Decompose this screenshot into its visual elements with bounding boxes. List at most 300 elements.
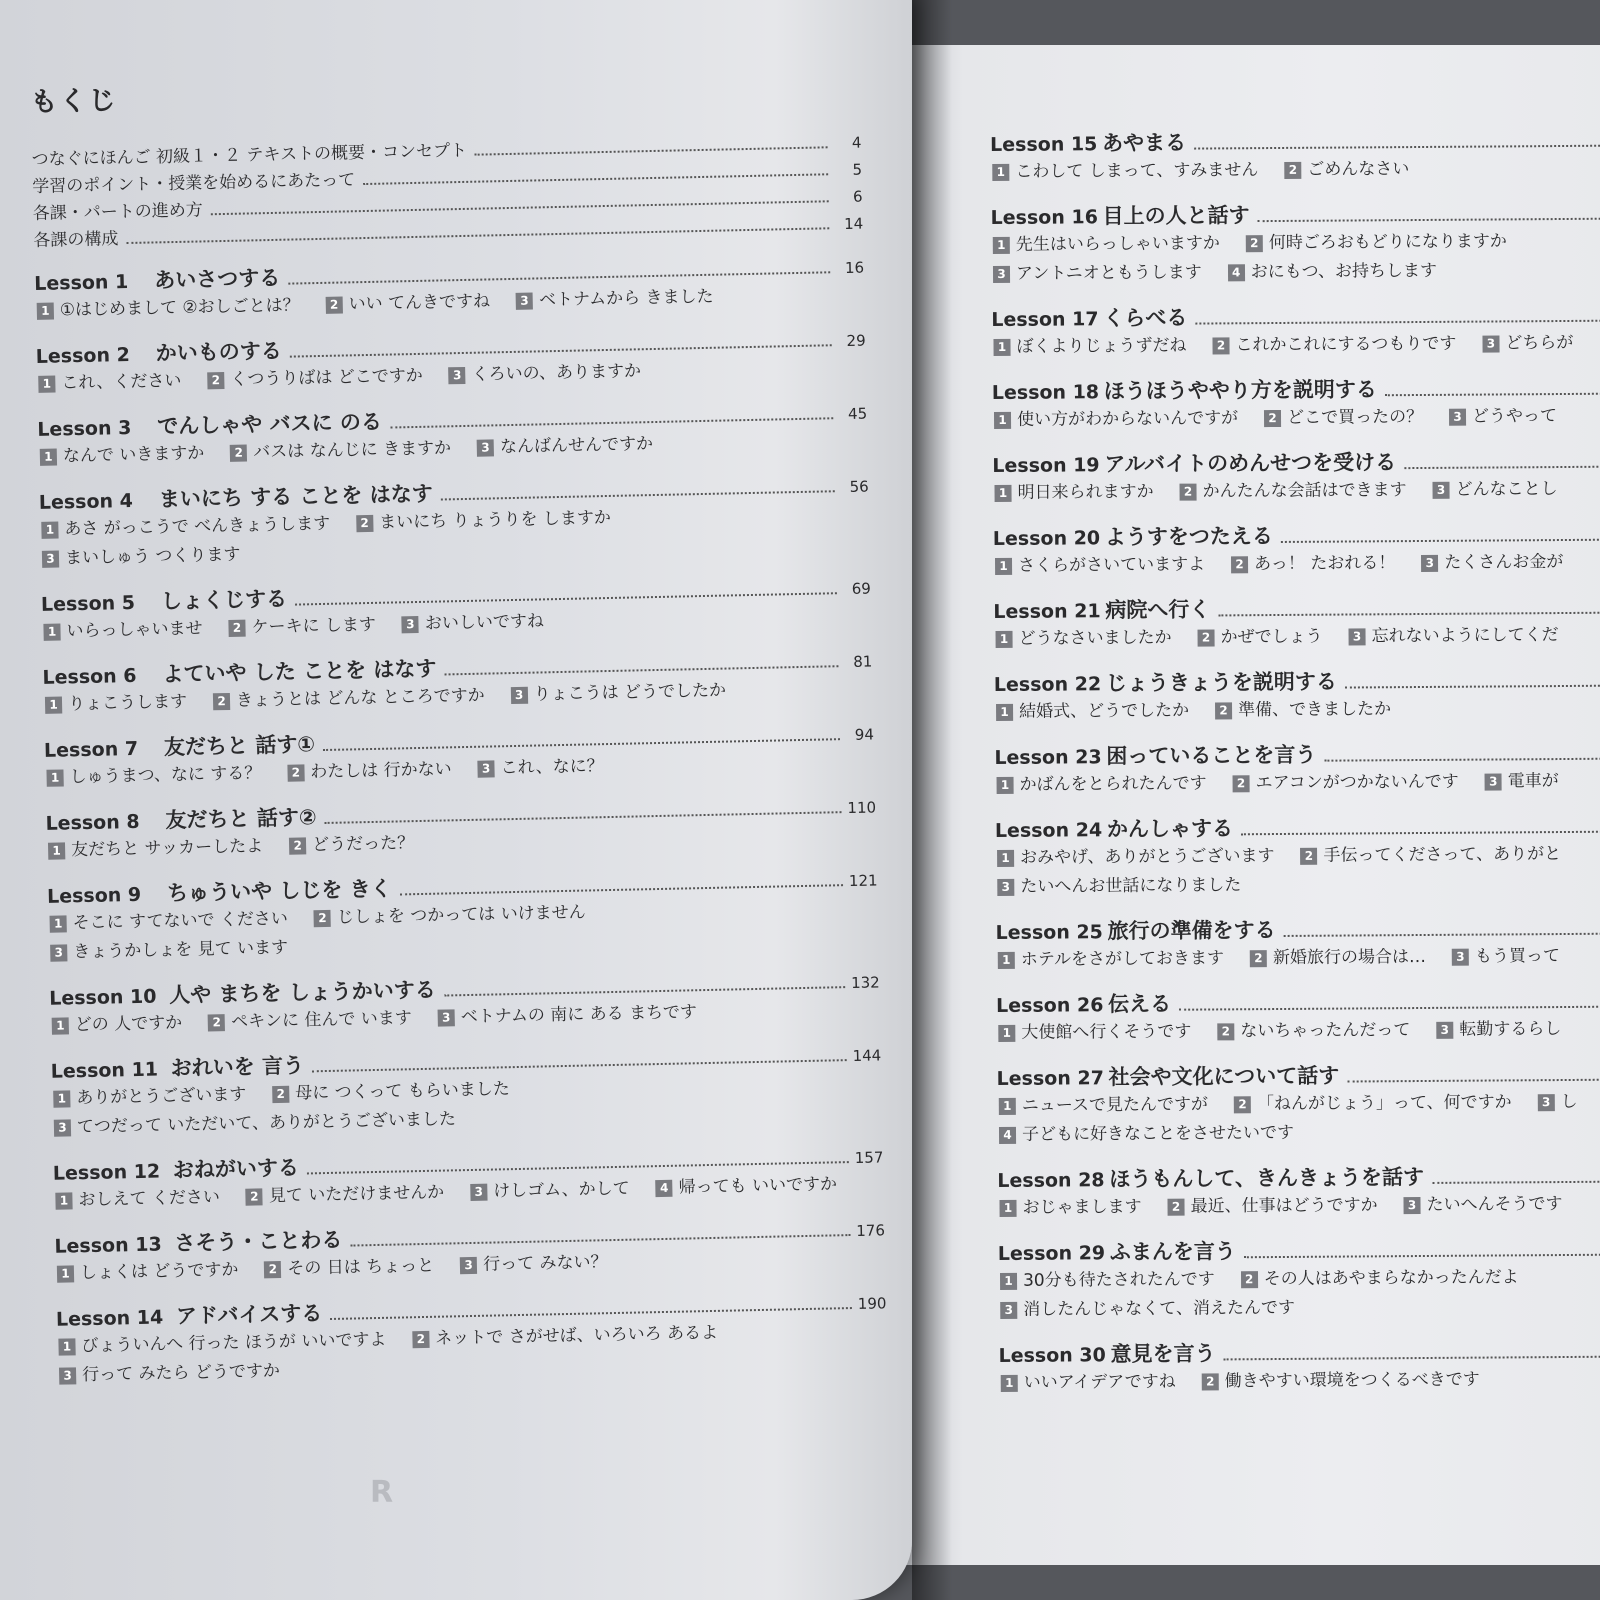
intro-entry-label: 各課・パートの進め方 <box>32 200 203 224</box>
part-item[interactable] <box>996 770 1206 800</box>
part-number-badge: 3 <box>510 686 527 703</box>
dot-leader <box>1432 1180 1600 1184</box>
lesson-entry <box>998 1334 1600 1398</box>
part-item[interactable] <box>57 1256 239 1289</box>
lesson-number: Lesson 4 <box>38 489 134 514</box>
dot-leader <box>1345 684 1600 688</box>
lesson-heading[interactable] <box>997 1159 1600 1194</box>
lesson-heading[interactable] <box>993 517 1600 552</box>
lesson-list-right <box>990 123 1600 1398</box>
part-item[interactable] <box>45 688 188 720</box>
part-item[interactable] <box>1217 1016 1410 1046</box>
part-item[interactable] <box>207 362 423 396</box>
part-number-badge: 2 <box>1250 950 1267 967</box>
part-item[interactable] <box>53 1081 247 1114</box>
lesson-title: ほうもんして、きんきょうを話す <box>1109 1164 1425 1192</box>
part-number-badge: 1 <box>46 769 63 786</box>
part-item[interactable] <box>289 829 415 861</box>
page-number: 45 <box>847 404 868 423</box>
lesson-title: 困っていることを言う <box>1106 742 1317 769</box>
lesson-number: Lesson 3 <box>37 416 132 441</box>
lesson-number: Lesson 11 <box>50 1058 159 1083</box>
lesson-number: Lesson 2 <box>35 343 131 368</box>
part-item[interactable] <box>1001 1368 1176 1398</box>
part-title: たいへんお世話になりました <box>1020 875 1242 897</box>
lesson-title: おれいを 言う <box>170 1053 305 1081</box>
part-line <box>998 1262 1600 1296</box>
page-number: 176 <box>856 1221 886 1240</box>
part-item[interactable] <box>48 832 264 865</box>
lesson-number: Lesson 22 <box>993 673 1102 696</box>
part-item[interactable] <box>993 332 1186 362</box>
part-number-badge: 2 <box>1167 1198 1184 1215</box>
lesson-number: Lesson 16 <box>990 206 1098 229</box>
part-title: どんなことし <box>1455 479 1558 500</box>
lesson-title: ふまんを言う <box>1109 1239 1236 1265</box>
part-title: もう買って <box>1474 946 1561 967</box>
part-item[interactable] <box>325 287 490 319</box>
lesson-entry <box>37 396 868 472</box>
lesson-entry <box>991 298 1600 362</box>
part-title: りょこうは どうでしたか <box>533 680 727 705</box>
part-number-badge: 2 <box>1246 235 1263 252</box>
part-item[interactable] <box>999 1193 1141 1223</box>
part-item[interactable] <box>37 291 300 325</box>
part-line <box>990 153 1600 187</box>
lesson-number: Lesson 8 <box>45 810 140 835</box>
part-number-badge: 3 <box>1348 628 1365 645</box>
part-item[interactable] <box>356 504 611 538</box>
part-item[interactable] <box>998 944 1224 975</box>
part-number-badge: 3 <box>42 550 59 567</box>
part-item[interactable] <box>993 229 1220 260</box>
part-number-badge: 1 <box>55 1192 72 1209</box>
part-number-badge: 2 <box>1198 629 1215 646</box>
lesson-entry <box>991 196 1600 289</box>
lesson-heading[interactable] <box>997 1057 1600 1092</box>
part-number-badge: 1 <box>994 411 1011 428</box>
part-title: くつうりばは どこですか <box>230 365 423 390</box>
part-item[interactable] <box>1452 942 1560 972</box>
part-title: 行って みたら どうですか <box>81 1361 281 1386</box>
lesson-entry <box>34 250 865 326</box>
part-title: なんで いきますか <box>62 443 205 467</box>
part-item[interactable] <box>1485 767 1559 797</box>
lesson-title: ほうほうややり方を説明する <box>1103 377 1377 404</box>
part-line <box>993 547 1600 581</box>
part-item[interactable] <box>995 551 1205 581</box>
part-title: 何時ごろおもどりになりますか <box>1268 231 1507 254</box>
page-number: 81 <box>853 652 873 671</box>
part-number-badge: 2 <box>208 1014 225 1031</box>
part-number-badge: 2 <box>1231 556 1248 573</box>
part-item[interactable] <box>1241 1263 1519 1294</box>
dot-leader <box>1284 932 1600 937</box>
part-line <box>994 693 1600 727</box>
part-title: ケーキに します <box>251 614 377 638</box>
part-number-badge: 2 <box>246 1188 263 1205</box>
page-number: 29 <box>846 331 866 350</box>
part-number-badge: 3 <box>477 439 494 456</box>
part-title: 行って みない？ <box>482 1252 608 1275</box>
lesson-number: Lesson 28 <box>997 1169 1105 1192</box>
lesson-entry <box>993 517 1600 581</box>
part-item[interactable] <box>1202 1366 1480 1397</box>
part-item[interactable] <box>1300 840 1561 871</box>
part-number-badge: 2 <box>314 909 331 926</box>
part-number-badge: 2 <box>1264 409 1281 426</box>
part-number-badge: 3 <box>1538 1094 1555 1111</box>
part-number-badge: 2 <box>412 1330 429 1347</box>
lesson-title: さそう・ことわる <box>174 1227 343 1256</box>
part-item[interactable] <box>1234 1088 1512 1119</box>
part-item[interactable] <box>996 697 1189 727</box>
lesson-number: Lesson 21 <box>993 600 1101 623</box>
lesson-heading[interactable] <box>991 298 1600 333</box>
part-title: きょうかしょを 見て います <box>73 937 289 963</box>
part-number-badge: 1 <box>48 842 65 859</box>
part-item[interactable] <box>1284 155 1409 185</box>
part-item[interactable] <box>42 541 241 574</box>
part-number-badge: 1 <box>45 696 62 713</box>
part-item[interactable] <box>40 439 205 471</box>
part-item[interactable] <box>1348 621 1558 651</box>
part-title: たくさんお金が <box>1444 552 1564 573</box>
part-line <box>997 1116 1600 1150</box>
intro-list <box>31 128 863 253</box>
part-item[interactable] <box>997 842 1275 873</box>
lesson-number: Lesson 5 <box>40 591 136 616</box>
part-item[interactable] <box>264 1252 434 1285</box>
lesson-title: アルバイトのめんせつを受ける <box>1104 450 1397 477</box>
lesson-entry <box>44 716 875 792</box>
part-title: なんばんせんですか <box>499 434 654 458</box>
part-number-badge: 2 <box>287 764 304 781</box>
part-item[interactable] <box>1000 1265 1215 1295</box>
part-title: じしょを つかっては いけません <box>336 902 586 928</box>
part-title: 先生はいらっしゃいますか <box>1015 233 1220 255</box>
part-number-badge: 1 <box>996 630 1013 647</box>
lesson-number: Lesson 9 <box>46 883 142 908</box>
lesson-number: Lesson 14 <box>55 1306 164 1331</box>
part-number-badge: 2 <box>272 1085 289 1102</box>
part-number-badge: 1 <box>41 521 58 538</box>
part-item[interactable] <box>655 1170 837 1203</box>
part-line <box>991 226 1600 260</box>
lesson-entry <box>41 571 872 647</box>
page-number: 69 <box>851 579 872 598</box>
part-title: その 日は ちょっと <box>287 1255 435 1279</box>
part-number-badge: 1 <box>995 557 1012 574</box>
part-item[interactable] <box>1482 329 1573 359</box>
part-number-badge: 3 <box>997 878 1014 895</box>
part-title: どこで買ったの？ <box>1286 406 1424 428</box>
part-item[interactable] <box>1449 402 1557 432</box>
lesson-heading[interactable] <box>996 984 1600 1019</box>
part-title: かばんをとられたんです <box>1019 773 1207 795</box>
part-title: あさ がっこうで べんきょうします <box>64 513 331 540</box>
part-item[interactable] <box>1215 695 1391 725</box>
part-number-badge: 1 <box>992 163 1009 180</box>
part-title: けしゴム、かして <box>492 1178 630 1202</box>
part-item[interactable] <box>1212 330 1456 361</box>
part-title: おいしいですね <box>424 611 545 634</box>
lesson-entry <box>53 1139 884 1215</box>
lesson-entry <box>997 1057 1600 1150</box>
page-number: 190 <box>857 1294 887 1313</box>
part-item[interactable] <box>246 1179 445 1212</box>
lesson-entry <box>47 862 879 967</box>
lesson-number: Lesson 7 <box>43 737 139 762</box>
lesson-heading[interactable] <box>990 123 1600 158</box>
lesson-title: かいものする <box>155 338 282 366</box>
part-number-badge: 1 <box>998 951 1015 968</box>
part-title: まいしゅう つくります <box>64 544 241 569</box>
part-number-badge: 1 <box>993 236 1010 253</box>
part-number-badge: 3 <box>1432 481 1449 498</box>
dot-leader <box>1385 392 1600 396</box>
part-number-badge: 1 <box>998 1024 1015 1041</box>
part-item[interactable] <box>477 430 654 463</box>
part-number-badge: 3 <box>1403 1197 1420 1214</box>
page-number: 144 <box>852 1046 882 1065</box>
part-item[interactable] <box>1403 1190 1562 1220</box>
part-item[interactable] <box>994 404 1238 435</box>
part-title: いらっしゃいませ <box>66 618 203 642</box>
part-item[interactable] <box>208 1004 412 1037</box>
part-item[interactable] <box>228 611 376 643</box>
part-item[interactable] <box>287 755 452 787</box>
dot-leader <box>1404 465 1600 469</box>
part-title: ①はじめまして ②おしごとは？ <box>59 295 300 321</box>
part-item[interactable] <box>1197 623 1322 653</box>
part-number-badge: 4 <box>1228 264 1245 281</box>
lesson-heading[interactable] <box>994 736 1600 771</box>
dot-leader <box>1324 757 1600 762</box>
dot-leader <box>1241 830 1600 835</box>
part-number-badge: 1 <box>38 375 55 392</box>
part-item[interactable] <box>1231 549 1395 579</box>
part-item[interactable] <box>998 1018 1191 1048</box>
part-number-badge: 3 <box>470 1183 487 1200</box>
part-item[interactable] <box>437 998 697 1032</box>
part-number-badge: 3 <box>438 1009 455 1026</box>
lesson-entry <box>49 964 880 1040</box>
dot-leader <box>444 665 838 675</box>
lesson-entry <box>995 809 1600 902</box>
part-item[interactable] <box>1421 548 1563 578</box>
part-item[interactable] <box>1232 768 1458 799</box>
part-title: かんたんな会話はできます <box>1202 480 1407 502</box>
part-item[interactable] <box>314 899 586 934</box>
part-title: 消したんじゃなくて、消えたんです <box>1023 1297 1295 1320</box>
lesson-number: Lesson 20 <box>992 527 1101 550</box>
lesson-entry <box>992 371 1600 435</box>
part-title: ありがとうございます <box>76 1084 247 1109</box>
lesson-heading[interactable] <box>991 196 1600 231</box>
page-number: 16 <box>844 258 865 277</box>
lesson-title: 社会や文化について話す <box>1108 1063 1340 1090</box>
part-title: てつだって いただいて、ありがとうございました <box>76 1109 457 1138</box>
lesson-title: くらべる <box>1103 305 1188 331</box>
part-title: そこに すてないで ください <box>72 908 289 934</box>
part-number-badge: 1 <box>999 1199 1016 1216</box>
part-title: 準備、できましたか <box>1238 699 1392 721</box>
part-item[interactable] <box>230 434 451 468</box>
lesson-title: でんしゃや バスに のる <box>157 409 383 439</box>
part-title: ホテルをさがしておきます <box>1020 948 1225 970</box>
lesson-number: Lesson 10 <box>49 985 157 1010</box>
part-number-badge: 2 <box>1284 161 1301 178</box>
part-line <box>994 766 1600 800</box>
part-item[interactable] <box>1432 475 1557 505</box>
part-title: エアコンがつかないんです <box>1255 771 1459 794</box>
lesson-heading[interactable] <box>992 371 1600 406</box>
lesson-heading[interactable] <box>995 809 1600 844</box>
part-item[interactable] <box>1228 257 1438 287</box>
part-title: バスは なんじに きますか <box>253 438 452 463</box>
lesson-title: じょうきょうを説明する <box>1105 669 1337 696</box>
part-item[interactable] <box>999 1091 1208 1121</box>
part-item[interactable] <box>50 934 288 968</box>
part-title: おじゃまします <box>1022 1196 1142 1218</box>
lesson-heading[interactable] <box>993 590 1600 625</box>
page-number: 14 <box>843 214 864 233</box>
part-item[interactable] <box>52 1009 183 1041</box>
part-number-badge: 3 <box>1000 1301 1017 1318</box>
part-line <box>999 1364 1600 1398</box>
part-number-badge: 2 <box>264 1260 281 1277</box>
part-item[interactable] <box>994 478 1153 508</box>
page-number: 6 <box>852 187 863 206</box>
part-title: 帰っても いいですか <box>678 1174 838 1198</box>
part-title: どうなさいましたか <box>1018 627 1172 649</box>
part-item[interactable] <box>1264 403 1423 433</box>
part-number-badge: 2 <box>1217 1023 1234 1040</box>
part-number-badge: 1 <box>999 1097 1016 1114</box>
part-item[interactable] <box>992 156 1258 187</box>
lesson-number: Lesson 6 <box>42 664 137 689</box>
lesson-heading[interactable] <box>992 444 1600 479</box>
lesson-heading[interactable] <box>996 911 1600 946</box>
part-item[interactable] <box>59 1357 280 1391</box>
part-line <box>995 839 1600 873</box>
intro-entry-label: つなぐにほんご 初級１・２ テキストの概要・コンセプト <box>31 140 468 170</box>
lesson-entry <box>994 663 1600 727</box>
lesson-entry <box>996 911 1600 975</box>
part-item[interactable] <box>402 607 545 639</box>
lesson-title: 友だちと 話す① <box>163 732 316 760</box>
part-title: りょこうします <box>67 691 188 715</box>
part-item[interactable] <box>470 1175 630 1207</box>
part-item[interactable] <box>41 510 330 545</box>
part-number-badge: 2 <box>1234 1096 1251 1113</box>
lesson-number: Lesson 1 <box>34 270 129 295</box>
part-item[interactable] <box>1179 476 1406 507</box>
part-line <box>993 620 1600 654</box>
part-item[interactable] <box>43 615 203 647</box>
lesson-heading[interactable] <box>998 1232 1600 1267</box>
lesson-entry <box>35 323 866 399</box>
part-title: びょういんへ 行った ほうが いいですよ <box>81 1329 387 1357</box>
lesson-entry <box>54 1212 885 1288</box>
part-item[interactable] <box>999 1119 1294 1150</box>
part-number-badge: 1 <box>49 915 66 932</box>
dot-leader <box>1281 538 1600 543</box>
part-title: 使い方がわからないんですが <box>1016 408 1239 430</box>
page-number: 4 <box>851 133 862 152</box>
part-number-badge: 2 <box>1202 1373 1219 1390</box>
part-number-badge: 1 <box>994 484 1011 501</box>
part-item[interactable] <box>1538 1088 1578 1117</box>
part-number-badge: 3 <box>449 366 466 383</box>
part-title: きょうとは どんな ところですか <box>235 685 485 711</box>
part-title: これ、なに？ <box>500 756 604 779</box>
part-item[interactable] <box>448 357 641 390</box>
part-number-badge: 2 <box>228 619 245 636</box>
part-number-badge: 1 <box>53 1090 70 1107</box>
lesson-entry <box>45 789 876 865</box>
part-title: 子どもに好きなことをさせたいです <box>1021 1122 1295 1145</box>
part-item[interactable] <box>1167 1191 1377 1221</box>
part-item[interactable] <box>510 677 726 711</box>
lesson-title: あやまる <box>1102 130 1187 156</box>
page-number: 56 <box>849 477 869 496</box>
part-item[interactable] <box>1000 1294 1295 1325</box>
publisher-logo: R <box>370 1475 394 1510</box>
lesson-entry <box>998 1232 1600 1325</box>
part-title: こわして しまって、すみません <box>1015 160 1259 182</box>
part-number-badge: 2 <box>289 837 306 854</box>
part-item[interactable] <box>460 1248 608 1280</box>
part-title: いい てんきですね <box>348 291 491 315</box>
part-title: 働きやすい環境をつくるべきです <box>1224 1369 1480 1392</box>
part-item[interactable] <box>516 283 714 316</box>
part-item[interactable] <box>1436 1015 1561 1045</box>
part-item[interactable] <box>46 759 261 792</box>
part-line <box>992 401 1600 435</box>
part-item[interactable] <box>993 259 1202 289</box>
part-item[interactable] <box>477 752 604 784</box>
lesson-number: Lesson 27 <box>996 1067 1104 1090</box>
part-number-badge: 1 <box>58 1338 75 1355</box>
part-number-badge: 3 <box>54 1119 71 1136</box>
lesson-title: おねがいする <box>172 1155 300 1183</box>
part-title: 明日来られますか <box>1017 481 1154 503</box>
part-item[interactable] <box>995 624 1171 654</box>
lesson-heading[interactable] <box>998 1334 1600 1369</box>
part-title: おみやげ、ありがとうございます <box>1020 846 1275 868</box>
dot-leader <box>441 490 835 500</box>
lesson-heading[interactable] <box>994 663 1600 698</box>
dot-leader <box>1218 611 1600 616</box>
dot-leader <box>126 227 829 244</box>
lesson-title: ちゅういや しじを きく <box>166 876 392 906</box>
part-item[interactable] <box>997 871 1241 902</box>
part-title: ベトナムの 南に ある まちです <box>460 1002 698 1028</box>
part-number-badge: 3 <box>1485 773 1502 790</box>
part-item[interactable] <box>213 682 485 717</box>
part-item[interactable] <box>1246 227 1507 258</box>
lesson-title: ようすをつたえる <box>1104 524 1273 550</box>
part-title: 「ねんがじょう」って、何ですか <box>1256 1092 1512 1115</box>
part-item[interactable] <box>55 1183 220 1215</box>
part-title: どうだった？ <box>311 833 415 856</box>
page-number: 5 <box>852 160 863 179</box>
part-title: 忘れないようにしてくだ <box>1371 625 1559 647</box>
part-item[interactable] <box>1250 943 1426 973</box>
part-item[interactable] <box>38 367 182 399</box>
